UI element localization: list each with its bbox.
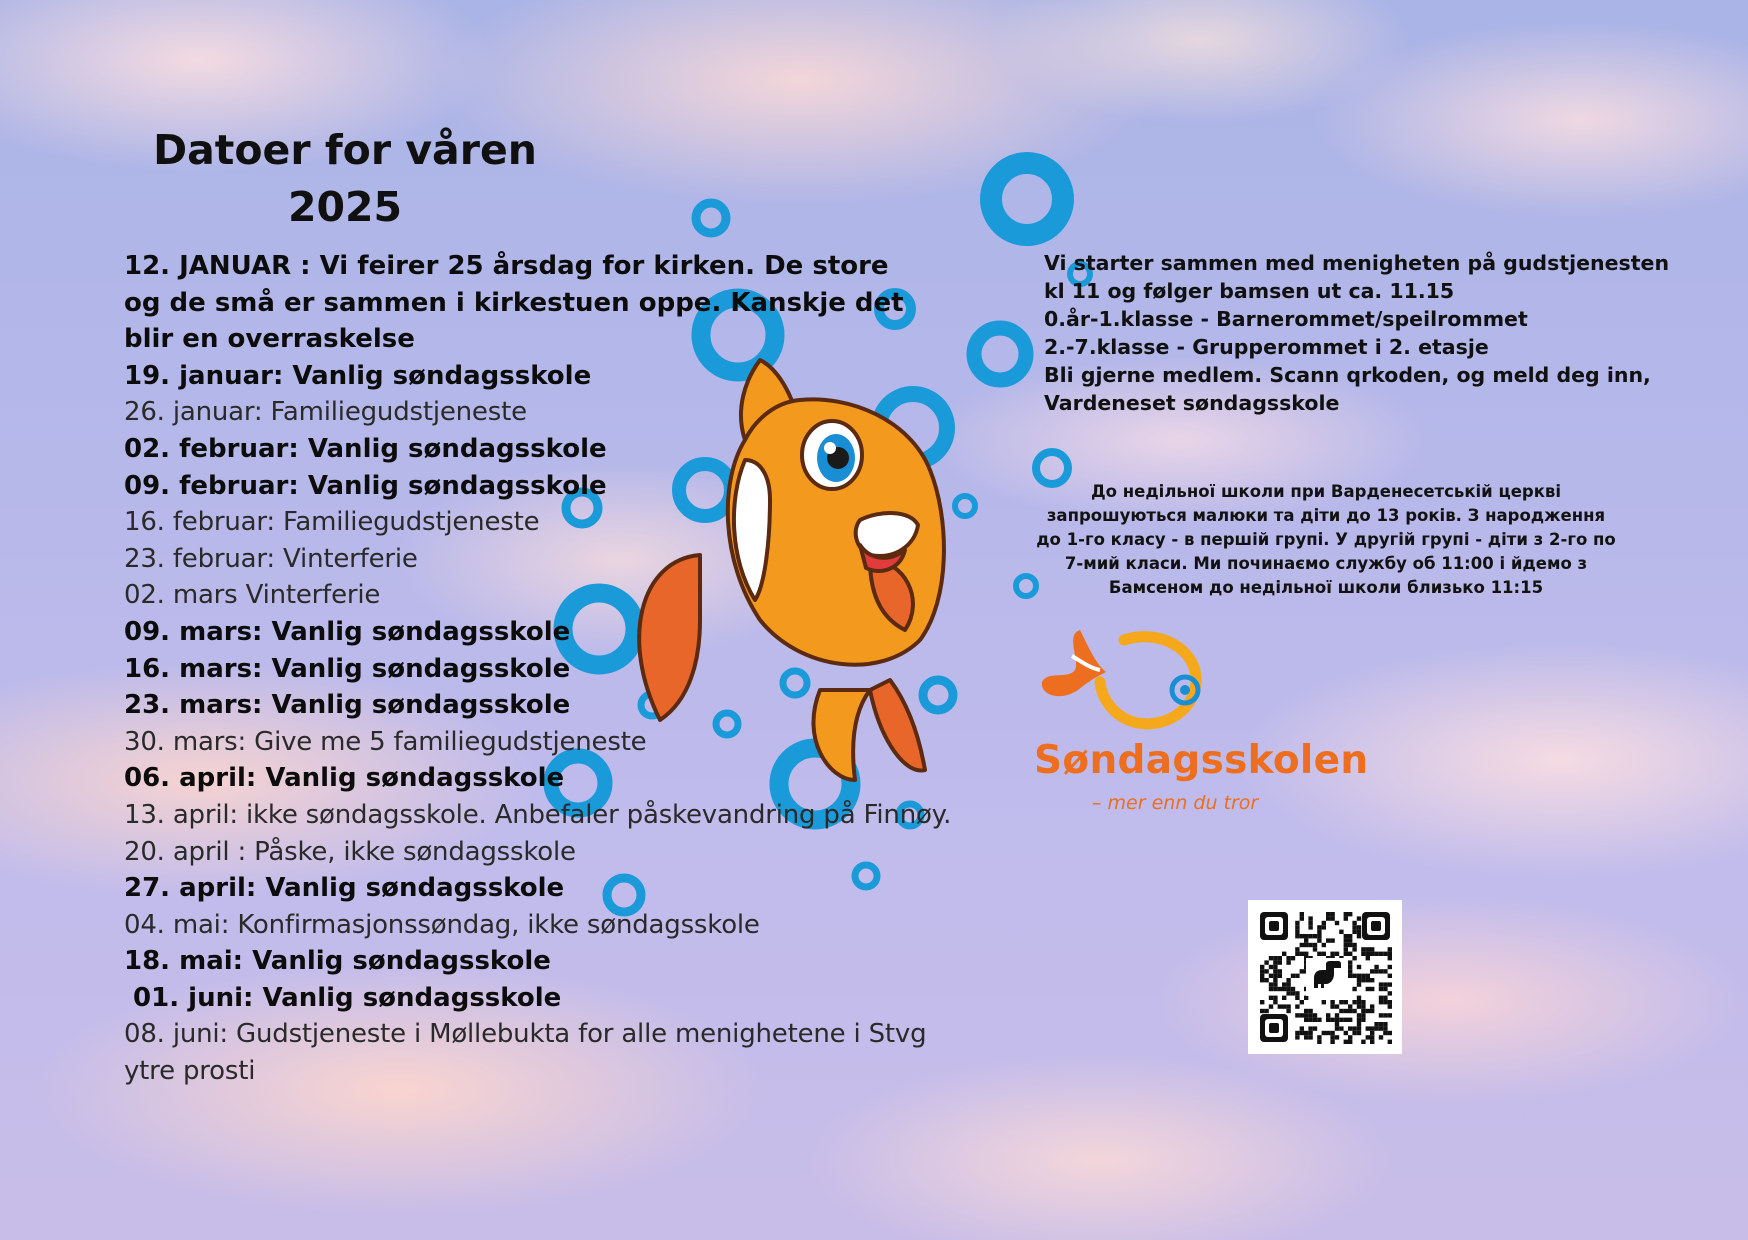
page-title [110, 122, 580, 236]
schedule-entry: 08. juni: Gudstjeneste i Møllebukta for alle menighetene i Stvg ytre prosti [124, 1019, 927, 1087]
title-line-2: 2025 [287, 183, 403, 231]
dinosaur-icon [1306, 958, 1344, 996]
schedule-entry: 02. mars Vinterferie [124, 580, 381, 611]
schedule-entry: 20. april : Påske, ikke søndagsskole [124, 836, 576, 867]
info-line: Vardeneset søndagsskole [1044, 391, 1340, 415]
schedule-entry: 30. mars: Give me 5 familiegudstjeneste [124, 726, 647, 757]
schedule-entry: 26. januar: Familiegudstjeneste [124, 397, 527, 428]
sondagsskolen-logo [1020, 620, 1369, 820]
logo-tagline: – mer enn du tror [1092, 792, 1259, 814]
schedule-entry: 06. april: Vanlig søndagsskole [124, 763, 565, 794]
logo-name: Søndagsskolen [1034, 738, 1369, 783]
schedule-entry: 16. mars: Vanlig søndagsskole [124, 653, 571, 684]
ukrainian-info: До недільної школи при Варденесетській церкві запрошуються малюки та діти до 13 років. З народження до 1-го класу - в першій групі. У другій групі - діти з 2-го по 7-мий класи. Ми починаємо службу об 11:00 і йдемо з Бамсеном до недільної школи близько 11:15 [1036, 482, 1616, 597]
schedule-entry: 02. februar: Vanlig søndagsskole [124, 433, 607, 464]
schedule-entry: 16. februar: Familiegudstjeneste [124, 507, 540, 538]
schedule-entry: 01. juni: Vanlig søndagsskole [124, 982, 562, 1013]
schedule-entry: 23. mars: Vanlig søndagsskole [124, 690, 571, 721]
info-line: Bli gjerne medlem. Scann qrkoden, og meld deg inn, [1044, 363, 1651, 387]
schedule-entry: 04. mai: Konfirmasjonssøndag, ikke søndagsskole [124, 909, 760, 940]
schedule-list [124, 248, 952, 1090]
title-line-1: Datoer for våren [153, 126, 537, 174]
qr-code[interactable] [1248, 900, 1402, 1054]
schedule-entry: 12. JANUAR : Vi feirer 25 årsdag for kirken. De store og de små er sammen i kirkestuen oppe. Kanskje det blir en overraskelse [124, 251, 904, 355]
schedule-entry: 18. mai: Vanlig søndagsskole [124, 946, 551, 977]
fish-logo-icon [1020, 620, 1350, 740]
info-line: 2.-7.klasse - Grupperommet i 2. etasje [1044, 335, 1489, 359]
info-block [1044, 249, 1670, 417]
schedule-entry: 13. april: ikke søndagsskole. Anbefaler påskevandring på Finnøy. [124, 799, 952, 830]
schedule-entry: 23. februar: Vinterferie [124, 543, 418, 574]
schedule-entry: 27. april: Vanlig søndagsskole [124, 873, 565, 904]
info-line: Vi starter sammen med menigheten på gudstjenesten [1044, 251, 1670, 275]
schedule-entry: 19. januar: Vanlig søndagsskole [124, 360, 592, 391]
info-line: 0.år-1.klasse - Barnerommet/speilrommet [1044, 307, 1528, 331]
info-line: kl 11 og følger bamsen ut ca. 11.15 [1044, 279, 1455, 303]
qr-code-icon [1248, 900, 1402, 1054]
schedule-entry: 09. februar: Vanlig søndagsskole [124, 470, 607, 501]
schedule-entry: 09. mars: Vanlig søndagsskole [124, 616, 571, 647]
